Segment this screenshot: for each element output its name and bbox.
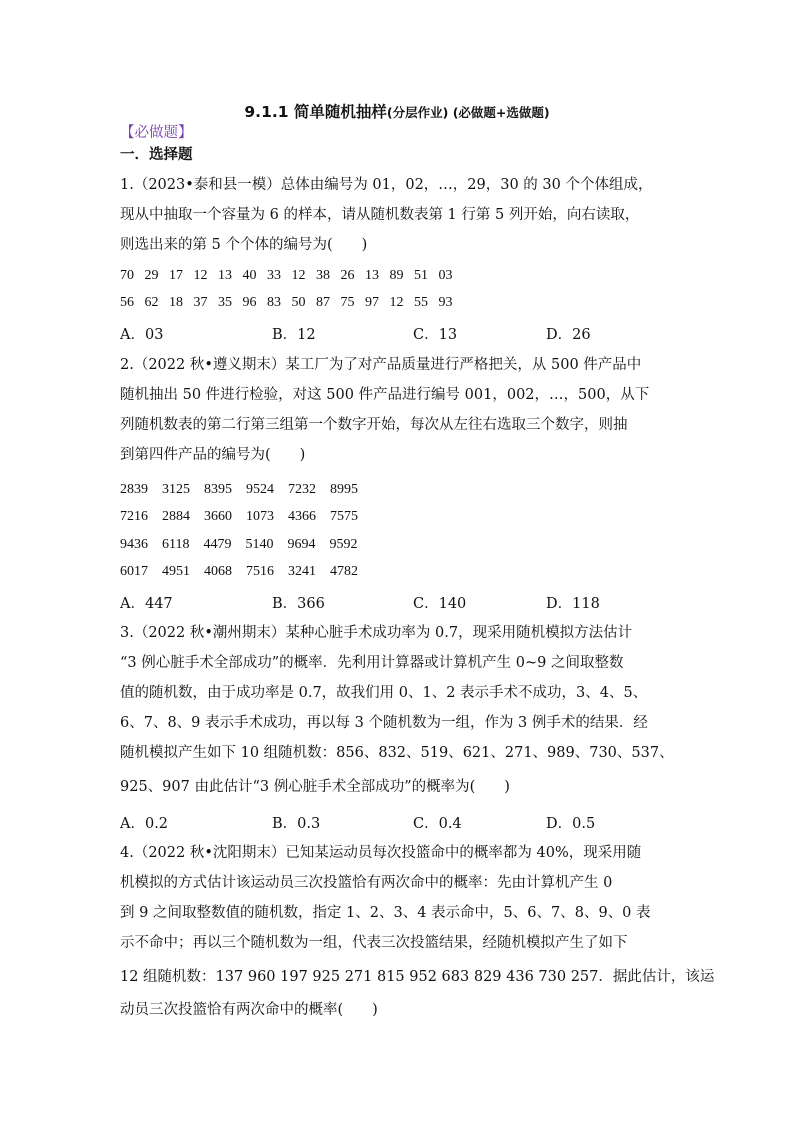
- question-4-line: 机模拟的方式估计该运动员三次投篮恰有两次命中的概率：先由计算机产生 0: [120, 875, 613, 891]
- question-2-table-row: 6017 4951 4068 7516 3241 4782: [120, 564, 358, 579]
- required-tag: 【必做题】: [120, 125, 193, 141]
- question-2-line: 到第四件产品的编号为( ): [120, 447, 306, 463]
- option-c: C．0.4: [413, 816, 462, 832]
- question-3-line: 值的随机数，由于成功率是 0.7，故我们用 0、1、2 表示手术不成功，3、4、5、: [120, 685, 648, 701]
- question-3-line: 随机模拟产生如下 10 组随机数：856、832、519、621、271、989、730、537、: [120, 745, 674, 761]
- question-4-line: 示不命中；再以三个随机数为一组，代表三次投篮结果，经随机模拟产生了如下: [120, 935, 628, 951]
- question-2-line: 2.（2022 秋•遵义期末）某工厂为了对产品质量进行严格把关，从 500 件产品中: [120, 357, 642, 373]
- option-a: A．03: [120, 327, 164, 343]
- question-2-table-row: 2839 3125 8395 9524 7232 8995: [120, 482, 358, 497]
- question-3-options: [120, 812, 720, 834]
- option-d: D．26: [546, 327, 591, 343]
- question-1-table-row: 56 62 18 37 35 96 83 50 87 75 97 12 55 93: [120, 295, 453, 310]
- question-3-line: 925、907 由此估计“3 例心脏手术全部成功”的概率为( ): [120, 779, 510, 795]
- question-3-line: 6、7、8、9 表示手术成功，再以每 3 个随机数为一组，作为 3 例手术的结果．经: [120, 715, 648, 731]
- question-4-line: 到 9 之间取整数值的随机数，指定 1、2、3、4 表示命中，5、6、7、8、9、0 表: [120, 905, 651, 921]
- option-a: A．0.2: [120, 816, 169, 832]
- question-4-line: 动员三次投篮恰有两次命中的概率( ): [120, 1002, 378, 1018]
- option-b: B．366: [272, 596, 325, 612]
- option-b: B．12: [272, 327, 316, 343]
- option-c: C．13: [413, 327, 458, 343]
- question-2-options: [120, 592, 720, 614]
- question-2-table-row: 9436 6118 4479 5140 9694 9592: [120, 537, 358, 552]
- section-heading: 一．选择题: [120, 147, 193, 163]
- option-d: D．0.5: [546, 816, 596, 832]
- title-subtitle: (分层作业) (必做题+选做题): [386, 105, 550, 120]
- question-2-table-row: 7216 2884 3660 1073 4366 7575: [120, 509, 358, 524]
- option-a: A．447: [120, 596, 173, 612]
- question-1-table-row: 70 29 17 12 13 40 33 12 38 26 13 89 51 03: [120, 268, 453, 283]
- question-1-line: 现从中抽取一个容量为 6 的样本，请从随机数表第 1 行第 5 列开始，向右读取，: [120, 207, 640, 223]
- question-1-line: 1.（2023•泰和县一模）总体由编号为 01，02，…，29，30 的 30 个个体组成，: [120, 177, 653, 193]
- question-1-options: [120, 323, 720, 345]
- question-3-line: “3 例心脏手术全部成功”的概率．先利用计算器或计算机产生 0~9 之间取整数: [120, 655, 624, 671]
- option-b: B．0.3: [272, 816, 321, 832]
- option-c: C．140: [413, 596, 467, 612]
- page-title: [0, 100, 794, 122]
- title-main: 9.1.1 简单随机抽样: [244, 103, 387, 121]
- question-3-line: 3.（2022 秋•潮州期末）某种心脏手术成功率为 0.7，现采用随机模拟方法估计: [120, 625, 633, 641]
- question-2-line: 随机抽出 50 件进行检验，对这 500 件产品进行编号 001，002，…，500，从下: [120, 387, 650, 403]
- option-d: D．118: [546, 596, 600, 612]
- question-2-line: 列随机数表的第二行第三组第一个数字开始，每次从左往右选取三个数字，则抽: [120, 417, 628, 433]
- question-4-line: 4.（2022 秋•沈阳期末）已知某运动员每次投篮命中的概率都为 40%，现采用随: [120, 845, 642, 861]
- question-4-line: 12 组随机数：137 960 197 925 271 815 952 683 829 436 730 257．据此估计，该运: [120, 969, 715, 985]
- question-1-line: 则选出来的第 5 个个体的编号为( ): [120, 237, 368, 253]
